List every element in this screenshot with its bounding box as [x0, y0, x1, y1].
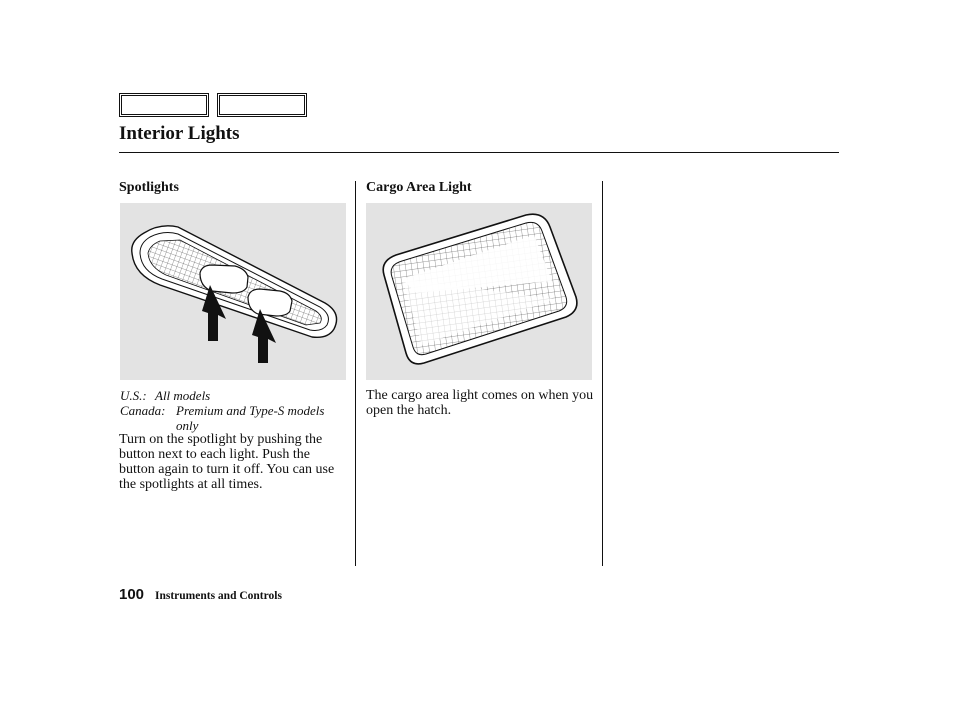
page-number: 100	[119, 586, 145, 603]
availability-row-us	[120, 388, 350, 403]
spotlights-figure	[120, 203, 346, 380]
section-name: Instruments and Controls	[155, 590, 282, 602]
nav-tab-box-2[interactable]	[217, 93, 307, 117]
spotlights-heading: Spotlights	[119, 180, 179, 195]
cargo-light-heading: Cargo Area Light	[366, 180, 472, 195]
cargo-light-figure	[366, 203, 592, 380]
availability-label-us: U.S.:	[120, 388, 147, 403]
column-divider-2	[602, 181, 603, 566]
spotlights-body-text: Turn on the spotlight by pushing the button next to each light. Push the button again to turn it off. You can use the spotlights at all times.	[119, 432, 335, 492]
spotlight-console-icon	[120, 203, 346, 380]
nav-tab-box-1[interactable]	[119, 93, 209, 117]
column-divider-1	[355, 181, 356, 566]
availability-label-canada: Canada:	[120, 403, 166, 418]
availability-row-canada	[120, 403, 350, 433]
title-rule	[119, 152, 839, 153]
availability-value-us: All models	[155, 388, 211, 403]
cargo-light-body-text: The cargo area light comes on when you open the hatch.	[366, 388, 594, 418]
cargo-area-light-icon	[366, 203, 592, 380]
page-title: Interior Lights	[119, 123, 240, 144]
availability-note	[120, 388, 350, 433]
availability-value-canada: Premium and Type-S models only	[176, 403, 325, 433]
